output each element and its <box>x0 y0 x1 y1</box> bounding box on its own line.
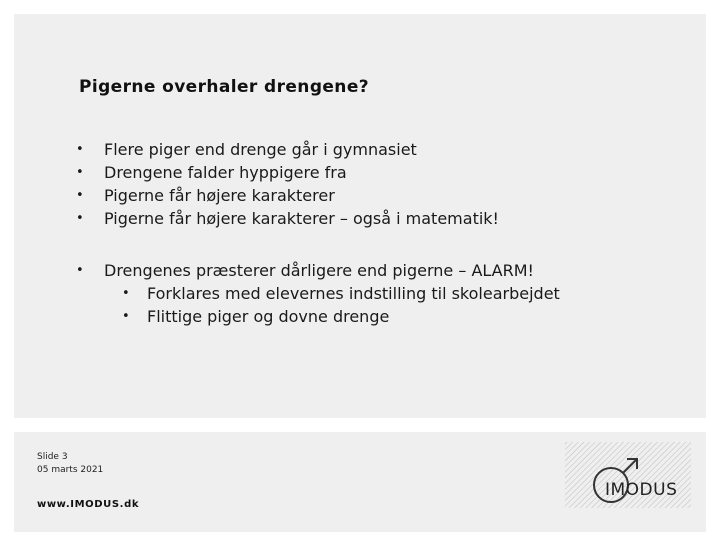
logo-graphic <box>563 440 693 510</box>
slide-title: Pigerne overhaler drengene? <box>79 77 370 97</box>
bullet-text: Pigerne får højere karakterer <box>104 186 335 205</box>
sub-bullet-text: Forklares med elevernes indstilling til skolearbejdet <box>147 284 560 303</box>
bullet-dot: • <box>122 309 130 324</box>
bullet-dot: • <box>122 286 130 301</box>
slide-date: 05 marts 2021 <box>37 465 104 475</box>
bullet-text: Drengenes præsterer dårligere end pigerne – ALARM! <box>104 261 534 280</box>
list-item <box>104 305 560 328</box>
bullet-text: Flere piger end drenge går i gymnasiet <box>104 140 417 159</box>
bullet-dot: • <box>76 211 84 226</box>
bullet-dot: • <box>76 263 84 278</box>
bullet-text: Pigerne får højere karakterer – også i matematik! <box>104 209 499 228</box>
logo-text: IMODUS <box>605 480 678 500</box>
bullet-list-secondary <box>72 259 560 328</box>
bullet-dot: • <box>76 188 84 203</box>
list-item <box>104 282 560 305</box>
bullet-list <box>72 138 499 230</box>
bullet-text: Drengene falder hyppigere fra <box>104 163 347 182</box>
list-item <box>72 184 499 207</box>
sub-bullet-list <box>104 282 560 328</box>
sub-bullet-text: Flittige piger og dovne drenge <box>147 307 390 326</box>
bullet-dot: • <box>76 165 84 180</box>
list-item <box>72 138 499 161</box>
list-item <box>72 259 560 328</box>
list-item <box>72 207 499 230</box>
website-link[interactable]: www.IMODUS.dk <box>37 499 140 510</box>
list-item <box>72 161 499 184</box>
bullet-dot: • <box>76 142 84 157</box>
slide-number: Slide 3 <box>37 452 68 462</box>
imodus-logo <box>563 440 693 510</box>
